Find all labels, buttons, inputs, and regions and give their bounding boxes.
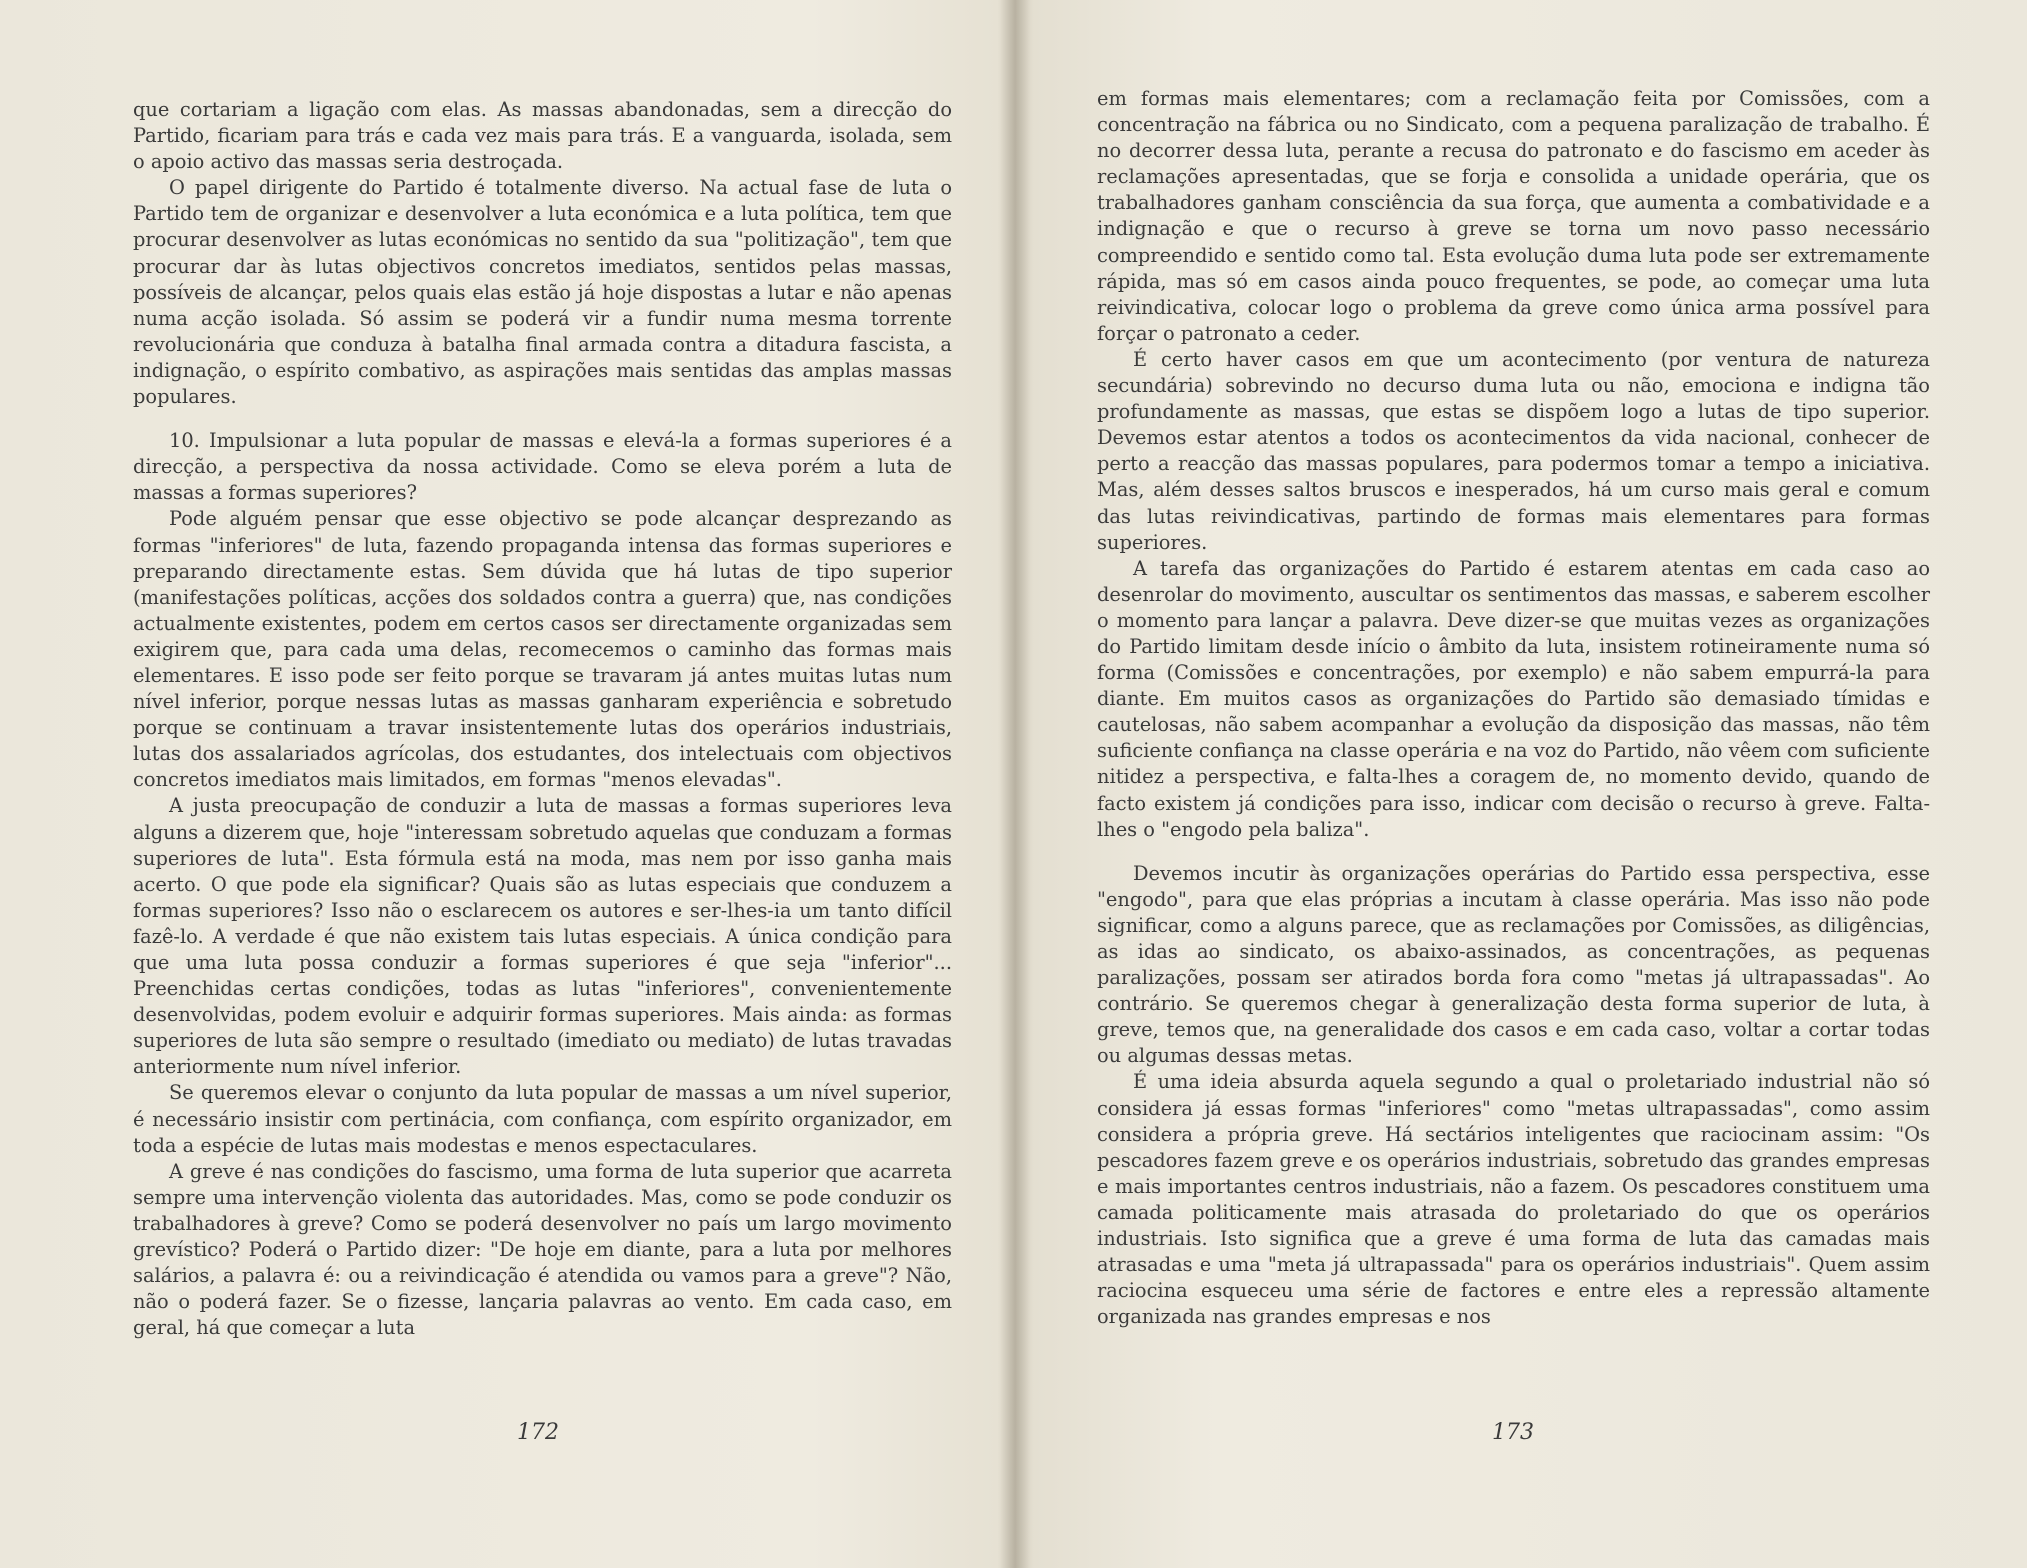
left-paragraph-5: A justa preocupação de conduzir a luta de massas a formas superiores leva alguns a dizerem que, hoje "interessam sobretudo aquelas que conduzam a formas superiores de luta". Esta fórmula está na moda, mas nem por isso ganha mais acerto. O que pode ela significar? Quais são as lutas especiais que conduzem a formas superiores? Isso não o esclarecem os autores e ser-lhes-ia um tanto difícil fazê-lo. A verdade é que não existem tais lutas especiais. A única condição para que uma luta possa conduzir a formas superiores é que seja "inferior"... Preenchidas certas condições, todas as lutas "inferiores", convenientemente desenvolvidas, podem evoluir e adquirir formas superiores. Mais ainda: as formas superiores de luta são sempre o resultado (imediato ou mediato) de lutas travadas anteriormente num nível inferior. xyxy=(133,794,952,1079)
right-paragraph-1: em formas mais elementares; com a reclamação feita por Comissões, com a concentração na fábrica ou no Sindicato, com a pequena paralização de trabalho. É no decorrer dessa luta, perante a recusa do patronato e do fascismo em aceder às reclamações apresentadas, que se forja e consolida a unidade operária, que os trabalhadores ganham consciência da sua força, que aumenta a combatividade e a indignação e que o recurso à greve se torna um novo passo necessário compreendido e sentido como tal. Esta evolução duma luta pode ser extremamente rápida, mas só em casos ainda pouco frequentes, se pode, ao começar uma luta reivindicativa, colocar logo o problema da greve como única arma possível para forçar o patronato a ceder. xyxy=(1097,87,1930,345)
right-paragraph-3: A tarefa das organizações do Partido é estarem atentas em cada caso ao desenrolar do movimento, auscultar os sentimentos das massas, e saberem escolher o momento para lançar a palavra. Deve dizer-se que muitas vezes as organizações do Partido limitam desde início o âmbito da luta, insistem rotineiramente numa só forma (Comissões e concentrações, por exemplo) e não sabem empurrá-la para diante. Em muitos casos as organizações do Partido são demasiado tímidas e cautelosas, não sabem acompanhar a evolução da disposição das massas, não têm suficiente confiança na classe operária e na voz do Partido, não vêem com suficiente nitidez a perspectiva, e falta-lhes a coragem de, no momento devido, quando de facto existem já condições para isso, indicar com decisão o recurso à greve. Falta-lhes o "engodo pela baliza". xyxy=(1097,556,1930,841)
right-page-text xyxy=(1097,86,1930,1330)
right-paragraph-5: É uma ideia absurda aquela segundo a qual o proletariado industrial não só considera já essas formas "inferiores" como "metas ultrapassadas", como assim considera a própria greve. Há sectários inteligentes que raciocinam assim: "Os pescadores fazem greve e os operários industriais, sobretudo das grandes empresas e mais importantes centros industriais, não a fazem. Os pescadores constituem uma camada politicamente mais atrasada do proletariado do que os operários industriais. Isto significa que a greve é uma forma de luta das camadas mais atrasadas e uma "meta já ultrapassada" para os operários industriais". Quem assim raciocina esqueceu uma série de factores e entre eles a repressão altamente organizada nas grandes empresas e nos xyxy=(1097,1070,1930,1329)
left-page-number: 172 xyxy=(517,1420,559,1445)
left-paragraph-2: O papel dirigente do Partido é totalmente diverso. Na actual fase de luta o Partido tem de organizar e desenvolver a luta económica e a luta política, tem que procurar desenvolver as lutas económicas no sentido da sua "politização", tem que procurar dar às lutas objectivos concretos imediatos, sentidos pelas massas, possíveis de alcançar, pelos quais elas estão já hoje dispostas a lutar e não apenas numa acção isolada. Só assim se poderá vir a fundir numa mesma torrente revolucionária que conduza à batalha final armada contra a ditadura fascista, a indignação, o espírito combativo, as aspirações mais sentidas das amplas massas populares. xyxy=(133,176,952,409)
left-page xyxy=(0,0,1013,1568)
right-paragraph-4: Devemos incutir às organizações operárias do Partido essa perspectiva, esse "engodo", para que elas próprias a incutam à classe operária. Mas isso não pode significar, como a alguns parece, que as reclamações por Comissões, as diligências, as idas ao sindicato, os abaixo-assinados, as concentrações, as pequenas paralizações, possam ser atirados borda fora como "metas já ultrapassadas". Ao contrário. Se queremos chegar à generalização desta forma superior de luta, à greve, temos que, na generalidade dos casos e em cada caso, voltar a cortar todas ou algumas dessas metas. xyxy=(1097,861,1930,1068)
right-paragraph-2: É certo haver casos em que um acontecimento (por ventura de natureza secundária) sobrevindo no decurso duma luta ou não, emociona e indigna tão profundamente as massas, que estas se dispõem logo a lutas de tipo superior. Devemos estar atentos a todos os acontecimentos da vida nacional, conhecer de perto a reacção das massas populares, para podermos tomar a tempo a iniciativa. Mas, além desses saltos bruscos e inesperados, há um curso mais geral e comum das lutas reivindicativas, partindo de formas mais elementares para formas superiores. xyxy=(1097,347,1930,554)
left-paragraph-7: A greve é nas condições do fascismo, uma forma de luta superior que acarreta sempre uma intervenção violenta das autoridades. Mas, como se pode conduzir os trabalhadores à greve? Como se poderá desenvolver no país um largo movimento grevístico? Poderá o Partido dizer: "De hoje em diante, para a luta por melhores salários, a palavra é: ou a reivindicação é atendida ou vamos para a greve"? Não, não o poderá fazer. Se o fizesse, lançaria palavras ao vento. Em cada caso, em geral, há que começar a luta xyxy=(133,1159,952,1340)
right-page-number: 173 xyxy=(1492,1420,1534,1445)
left-paragraph-6: Se queremos elevar o conjunto da luta popular de massas a um nível superior, é necessário insistir com pertinácia, com confiança, com espírito organizador, em toda a espécie de lutas mais modestas e menos espectaculares. xyxy=(133,1081,952,1157)
left-paragraph-4: Pode alguém pensar que esse objectivo se pode alcançar desprezando as formas "inferiores" de luta, fazendo propaganda intensa das formas superiores e preparando directamente estas. Sem dúvida que há lutas de tipo superior (manifestações políticas, acções dos soldados contra a guerra) que, nas condições actualmente existentes, podem em certos casos ser directamente organizadas sem exigirem que, para cada uma delas, recomecemos o caminho das formas mais elementares. E isso pode ser feito porque se travaram já antes muitas lutas num nível inferior, porque nessas lutas as massas ganharam experiência e sobretudo porque se continuam a travar insistentemente lutas dos operários industriais, lutas dos assalariados agrícolas, dos estudantes, dos intelectuais com objectivos concretos imediatos mais limitados, em formas "menos elevadas". xyxy=(133,507,952,792)
left-paragraph-3: 10. Impulsionar a luta popular de massas e elevá-la a formas superiores é a direcção, a perspectiva da nossa actividade. Como se eleva porém a luta de massas a formas superiores? xyxy=(133,429,952,505)
left-paragraph-1: que cortariam a ligação com elas. As massas abandonadas, sem a direcção do Partido, ficariam para trás e cada vez mais para trás. E a vanguarda, isolada, sem o apoio activo das massas seria destroçada. xyxy=(133,98,952,174)
left-page-text xyxy=(133,97,952,1341)
right-page xyxy=(1013,0,2027,1568)
